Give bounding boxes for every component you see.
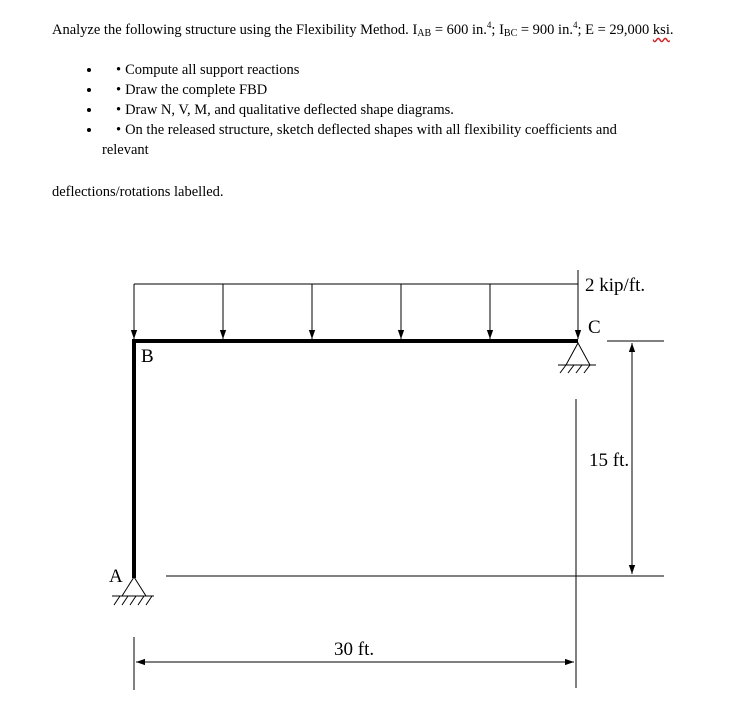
intro-text: Analyze the following structure using the Flexibility Method. — [52, 22, 413, 38]
bullet-glyph: • — [116, 62, 122, 78]
i-bc-symbol: I — [499, 22, 504, 38]
i-bc-value: = 900 in. — [517, 22, 573, 38]
task-text: Draw the complete FBD — [125, 82, 268, 98]
i-bc-subscript: BC — [503, 28, 518, 39]
load-label: 2 kip/ft. — [585, 275, 646, 296]
i-bc-exponent: 4 — [572, 20, 578, 31]
e-value: 29,000 — [609, 22, 653, 38]
distributed-load — [134, 270, 578, 339]
e-end: . — [669, 22, 674, 38]
separator: ; E = — [577, 22, 610, 38]
task-text: On the released structure, sketch deflected shapes with all flexibility coefficients and — [125, 122, 617, 138]
i-ab-exponent: 4 — [486, 20, 492, 31]
bullet-glyph: • — [116, 82, 122, 98]
i-ab-symbol: I — [412, 22, 418, 38]
height-dim-label: 15 ft. — [589, 450, 630, 471]
i-ab-subscript: AB — [417, 28, 432, 39]
task-outro: deflections/rotations labelled. — [52, 184, 224, 200]
node-label-c: C — [588, 317, 601, 338]
task-text: Compute all support reactions — [125, 62, 300, 78]
task-text: Draw N, V, M, and qualitative deflected shape diagrams. — [125, 102, 454, 118]
e-unit: ksi — [652, 22, 670, 38]
node-label-b: B — [141, 346, 154, 367]
task-continuation: relevant — [102, 142, 149, 158]
separator: ; — [491, 22, 500, 38]
i-ab-value: = 600 in. — [431, 22, 487, 38]
bullet-glyph: • — [116, 122, 122, 138]
node-label-a: A — [109, 566, 123, 587]
pin-support-c — [558, 343, 596, 373]
bullet-glyph: • — [116, 102, 122, 118]
span-dim-label: 30 ft. — [334, 639, 375, 660]
